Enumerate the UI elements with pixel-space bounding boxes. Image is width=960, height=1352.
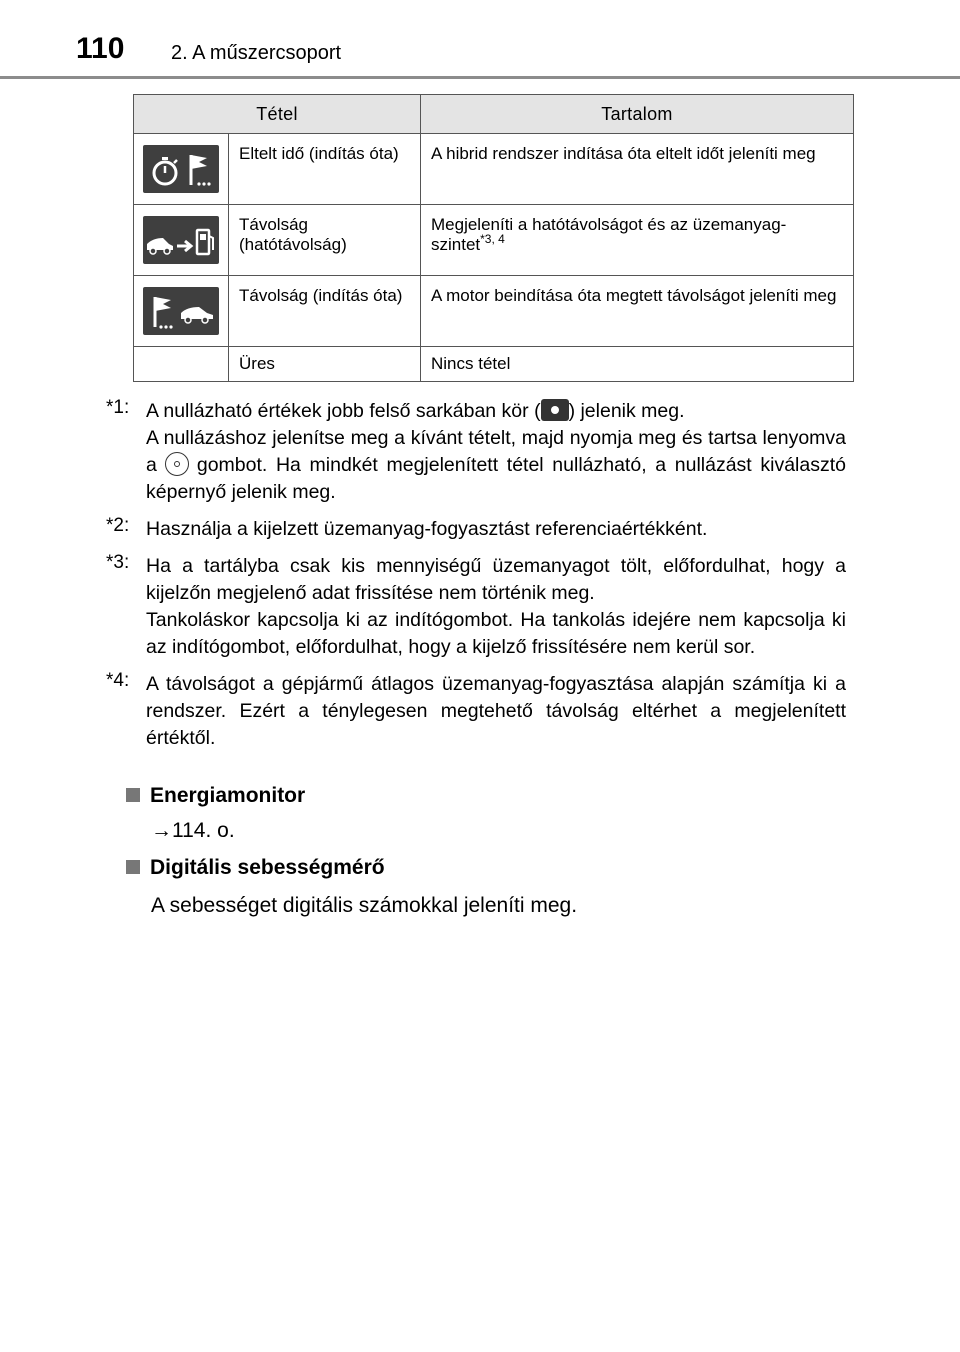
page-header [0, 0, 960, 80]
footnote-text: Tankoláskor kapcsolja ki az indítógombot. Ha tankolás idejére nem kapcsolja ki az indítógombot, előfordulhat, hogy a kijelző frissítésére nem kerül sor. [146, 609, 846, 658]
icon-cell [134, 276, 229, 347]
item-content: Nincs tétel [421, 347, 854, 382]
items-table [133, 94, 854, 382]
footnote-mark: *1: [106, 397, 130, 418]
section-heading-energy-monitor: Energiamonitor [126, 784, 305, 808]
footnote-3 [106, 553, 846, 661]
column-header-content: Tartalom [421, 95, 854, 134]
item-content: A motor beindítása óta megtett távolságot jeleníti meg [421, 276, 854, 347]
footnote-mark: *2: [106, 515, 130, 536]
footnote-2 [106, 516, 846, 543]
flag-car-icon [143, 287, 219, 335]
item-name: Üres [229, 347, 421, 382]
header-divider [0, 76, 960, 79]
column-header-item: Tétel [134, 95, 421, 134]
table-row [134, 347, 854, 382]
select-button-icon [165, 452, 189, 476]
section-heading-digital-speedometer: Digitális sebességmérő [126, 856, 385, 880]
item-content: A hibrid rendszer indítása óta eltelt időt jeleníti meg [421, 134, 854, 205]
reset-circle-indicator-icon [541, 399, 569, 421]
car-arrow-fuel-pump-icon [143, 216, 219, 264]
icon-cell-empty [134, 347, 229, 382]
item-name: Távolság (indítás óta) [229, 276, 421, 347]
chapter-title: 2. A műszercsoport [171, 42, 342, 64]
item-content-text: Megjeleníti a hatótávolságot és az üzemanyag-szintet [431, 215, 787, 254]
bullet-square-icon [126, 860, 140, 874]
footnote-4 [106, 671, 846, 752]
item-content [421, 205, 854, 276]
bullet-square-icon [126, 788, 140, 802]
footnote-text: A nullázható értékek jobb felső sarkában kör ( ) jelenik meg. A nullázáshoz jelenítse meg a kívánt tételt, majd nyomja meg és tartsa lenyomva a gombot. Ha mindkét megjelenített tétel nullázható, a nullázást kiválasztó képernyő jelenik meg. [146, 400, 846, 503]
table-row [134, 205, 854, 276]
stopwatch-flag-icon [143, 145, 219, 193]
icon-cell [134, 134, 229, 205]
table-row [134, 276, 854, 347]
section-body-text: A sebességet digitális számokkal jeleníti meg. [151, 894, 578, 917]
page-number: 110 [76, 32, 125, 65]
icon-cell [134, 205, 229, 276]
footnote-1 [106, 398, 846, 506]
footnote-ref: *3, 4 [480, 232, 505, 246]
item-name: Távolság (hatótávolság) [229, 205, 421, 276]
footnotes [106, 398, 846, 762]
footnote-text: Használja a kijelzett üzemanyag-fogyasztást referenciaértékként. [146, 518, 708, 540]
footnote-mark: *4: [106, 670, 130, 691]
table-row [134, 134, 854, 205]
footnote-text: Ha a tartályba csak kis mennyiségű üzemanyagot tölt, előfordulhat, hogy a kijelzőn megjelenő adat frissítése nem történik meg. [146, 555, 846, 604]
cross-reference-link[interactable]: →114. o. [151, 819, 235, 842]
footnote-text: A távolságot a gépjármű átlagos üzemanyag-fogyasztása alapján számítja ki a rendszer. Ezért a ténylegesen megtehető távolság eltérhet a megjelenített értéktől. [146, 673, 846, 749]
footnote-mark: *3: [106, 552, 130, 573]
table-header-row [134, 95, 854, 134]
item-name: Eltelt idő (indítás óta) [229, 134, 421, 205]
